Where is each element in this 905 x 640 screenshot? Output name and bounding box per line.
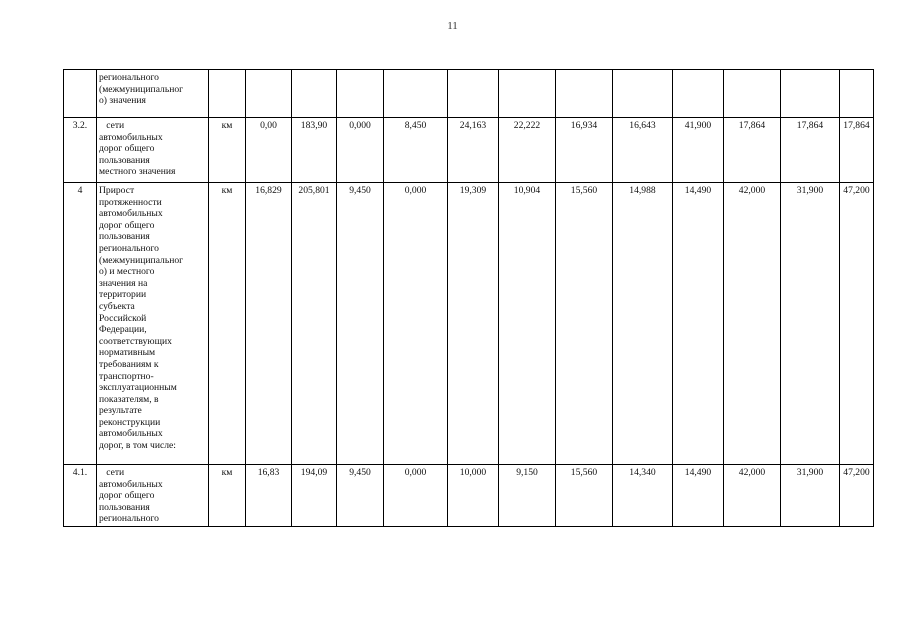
value-cell: 9,450 (337, 465, 384, 527)
value-cell (673, 70, 724, 118)
page-number: 11 (447, 20, 458, 32)
indicators-table (63, 69, 874, 527)
row-number (64, 70, 97, 118)
row-number: 3.2. (64, 118, 97, 183)
value-cell: 14,490 (673, 183, 724, 465)
value-cell (499, 70, 556, 118)
value-cell: 10,904 (499, 183, 556, 465)
row-description: сети автомобильных дорог общего пользования регионального (97, 465, 209, 527)
value-cell: 15,560 (556, 183, 613, 465)
value-cell: 183,90 (292, 118, 337, 183)
value-cell: 31,900 (781, 183, 840, 465)
value-cell: 14,490 (673, 465, 724, 527)
value-cell: 0,000 (384, 465, 448, 527)
row-description: регионального (межмуниципальног о) значения (97, 70, 209, 118)
table-row (64, 183, 874, 465)
row-unit: км (209, 183, 246, 465)
value-cell (292, 70, 337, 118)
value-cell: 0,00 (246, 118, 292, 183)
value-cell (613, 70, 673, 118)
row-number: 4 (64, 183, 97, 465)
row-number: 4.1. (64, 465, 97, 527)
value-cell: 14,988 (613, 183, 673, 465)
value-cell (337, 70, 384, 118)
value-cell: 0,000 (337, 118, 384, 183)
value-cell (448, 70, 499, 118)
value-cell: 17,864 (781, 118, 840, 183)
table-row (64, 70, 874, 118)
table-row (64, 118, 874, 183)
value-cell: 8,450 (384, 118, 448, 183)
value-cell: 24,163 (448, 118, 499, 183)
value-cell: 16,83 (246, 465, 292, 527)
row-unit: км (209, 465, 246, 527)
value-cell (556, 70, 613, 118)
row-description: сети автомобильных дорог общего пользования местного значения (97, 118, 209, 183)
value-cell (781, 70, 840, 118)
value-cell (384, 70, 448, 118)
value-cell: 17,864 (724, 118, 781, 183)
value-cell: 16,934 (556, 118, 613, 183)
value-cell: 14,340 (613, 465, 673, 527)
value-cell: 16,829 (246, 183, 292, 465)
value-cell: 16,643 (613, 118, 673, 183)
value-cell: 41,900 (673, 118, 724, 183)
value-cell: 47,200 (840, 183, 874, 465)
value-cell: 42,000 (724, 183, 781, 465)
value-cell: 10,000 (448, 465, 499, 527)
value-cell: 42,000 (724, 465, 781, 527)
value-cell: 194,09 (292, 465, 337, 527)
value-cell (840, 70, 874, 118)
value-cell (724, 70, 781, 118)
value-cell: 0,000 (384, 183, 448, 465)
value-cell: 19,309 (448, 183, 499, 465)
value-cell: 47,200 (840, 465, 874, 527)
value-cell: 9,150 (499, 465, 556, 527)
value-cell: 205,801 (292, 183, 337, 465)
value-cell: 15,560 (556, 465, 613, 527)
row-unit: км (209, 118, 246, 183)
value-cell: 17,864 (840, 118, 874, 183)
row-unit (209, 70, 246, 118)
value-cell: 9,450 (337, 183, 384, 465)
value-cell: 22,222 (499, 118, 556, 183)
row-description: Прирост протяженности автомобильных дорог общего пользования регионального (межмуниципальног о) и местного значения на территории субъекта Российской Федерации, соответствующих нормативным требованиям к транспортно- эксплуатационным показателям, в результате реконструкции автомобильных дорог, в том числе: (97, 183, 209, 465)
table-row (64, 465, 874, 527)
value-cell: 31,900 (781, 465, 840, 527)
value-cell (246, 70, 292, 118)
